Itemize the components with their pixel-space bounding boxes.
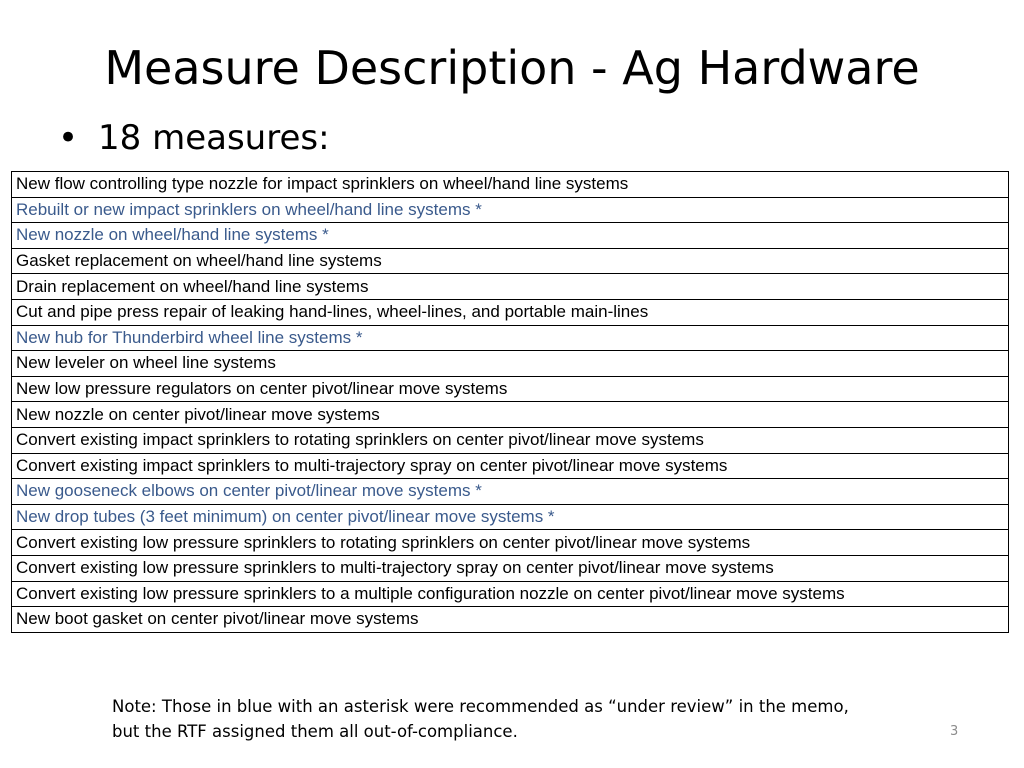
table-row [12,607,1009,633]
table-row [12,427,1009,453]
table-row [12,351,1009,377]
measure-cell: New gooseneck elbows on center pivot/linear move systems * [12,479,1009,505]
table-row [12,376,1009,402]
footnote-line: Note: Those in blue with an asterisk were recommended as “under review” in the memo, [112,697,849,716]
measure-cell: Convert existing impact sprinklers to rotating sprinklers on center pivot/linear move systems [12,427,1009,453]
bullet-icon: • [58,118,79,158]
table-row [12,479,1009,505]
table-row [12,223,1009,249]
table-row [12,504,1009,530]
table-row [12,299,1009,325]
table-row [12,581,1009,607]
table-row [12,197,1009,223]
table-row [12,248,1009,274]
footnote [112,694,952,744]
table-row [12,325,1009,351]
measure-cell: Gasket replacement on wheel/hand line systems [12,248,1009,274]
measure-cell: Convert existing impact sprinklers to multi-trajectory spray on center pivot/linear move systems [12,453,1009,479]
measures-table [11,171,1009,633]
table-row [12,274,1009,300]
footnote-line: but the RTF assigned them all out-of-compliance. [112,722,518,741]
measure-cell: Rebuilt or new impact sprinklers on wheel/hand line systems * [12,197,1009,223]
measure-cell: New boot gasket on center pivot/linear move systems [12,607,1009,633]
bullet-item [58,112,330,164]
measure-cell: New nozzle on center pivot/linear move systems [12,402,1009,428]
table-row [12,402,1009,428]
table-row [12,530,1009,556]
measure-cell: New low pressure regulators on center pivot/linear move systems [12,376,1009,402]
measure-cell: New hub for Thunderbird wheel line systems * [12,325,1009,351]
measure-cell: Convert existing low pressure sprinklers to multi-trajectory spray on center pivot/linear move systems [12,555,1009,581]
measure-cell: Convert existing low pressure sprinklers to rotating sprinklers on center pivot/linear move systems [12,530,1009,556]
measure-cell: New drop tubes (3 feet minimum) on center pivot/linear move systems * [12,504,1009,530]
measure-cell: Drain replacement on wheel/hand line systems [12,274,1009,300]
slide-title: Measure Description - Ag Hardware [104,41,920,95]
table-row [12,453,1009,479]
measure-cell: Cut and pipe press repair of leaking hand-lines, wheel-lines, and portable main-lines [12,299,1009,325]
page-number: 3 [950,724,959,739]
table-row [12,172,1009,198]
measure-cell: New nozzle on wheel/hand line systems * [12,223,1009,249]
measure-cell: New leveler on wheel line systems [12,351,1009,377]
measure-cell: Convert existing low pressure sprinklers to a multiple configuration nozzle on center pivot/linear move systems [12,581,1009,607]
bullet-text: 18 measures: [98,118,330,158]
measure-cell: New flow controlling type nozzle for impact sprinklers on wheel/hand line systems [12,172,1009,198]
table-row [12,555,1009,581]
